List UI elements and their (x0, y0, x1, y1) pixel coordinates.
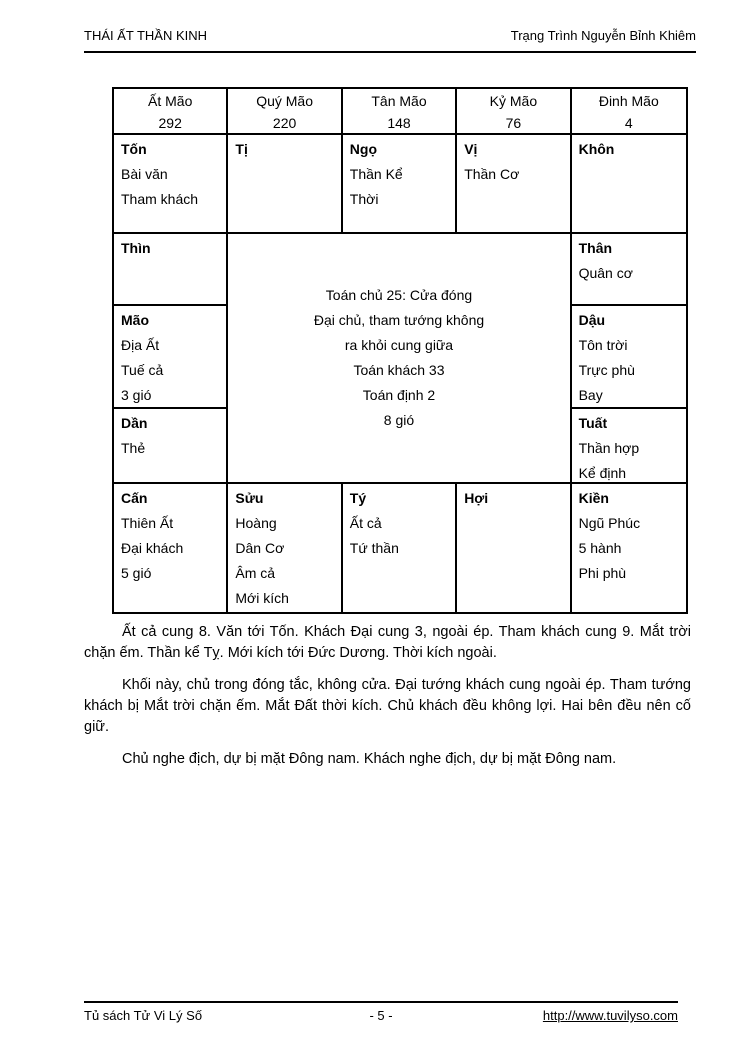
year-value: 292 (158, 115, 182, 131)
palace-vi (457, 135, 571, 234)
palace-mao (114, 306, 228, 409)
palace-lines: Hoàng Dân Cơ Âm cả Mới kích (235, 515, 289, 606)
body-paragraph-3: Chủ nghe địch, dự bị mặt Đông nam. Khách nghe địch, dự bị mặt Đông nam. (122, 751, 617, 767)
year-label: Ất Mão (148, 93, 193, 109)
year-value: 148 (387, 115, 411, 131)
palace-lines: Địa Ất Tuế cả 3 gió (121, 337, 164, 403)
body-paragraph-2: Khối này, chủ trong đóng tắc, không cửa. Đại tướng khách cung ngoài ép. Tham tướng khách bị Mắt trời chặn ếm. Mắt Đất thời kích. Chủ khách đều không lợi. Hai bên đều nên cố giữ. (84, 677, 691, 735)
palace-title: Thìn (121, 240, 151, 256)
palace-than (572, 234, 686, 306)
page-header (84, 28, 696, 53)
palace-title: Tý (349, 490, 367, 506)
footer-website-link[interactable]: http://www.tuvilyso.com (542, 1008, 678, 1023)
year-value: 76 (505, 115, 522, 131)
year-value: 220 (272, 115, 297, 131)
footer-link-wrap (480, 1008, 678, 1023)
center-summary-cell (228, 234, 571, 484)
year-cell-ky-mao (457, 89, 571, 135)
palace-thin (114, 234, 228, 306)
palace-lines: Bài văn Tham khách (121, 166, 199, 207)
palace-lines: Thẻ (121, 440, 146, 456)
palace-ty (343, 484, 457, 612)
palace-lines: Ất cả Tứ thần (349, 515, 399, 556)
palace-ngo (343, 135, 457, 234)
palace-can (114, 484, 228, 612)
year-cell-quy-mao (228, 89, 342, 135)
body-paragraph-1: Ất cả cung 8. Văn tới Tốn. Khách Đại cung 3, ngoài ép. Tham khách cung 9. Mắt trời chặn ếm. Thần kể Tỵ. Mới kích tới Đức Dương. Thời kích ngoài. (84, 624, 691, 661)
footer-page-number: - 5 - (369, 1008, 393, 1023)
palace-suu (228, 484, 342, 612)
palace-lines: Quân cơ (578, 265, 633, 281)
palace-lines: Tôn trời Trực phù Bay (578, 337, 635, 403)
palace-title: Dần (121, 415, 148, 431)
palace-lines: Thần Cơ (464, 166, 520, 182)
palace-title: Vị (464, 141, 478, 157)
palace-title: Thân (578, 240, 613, 256)
palace-dan (114, 409, 228, 484)
palace-lines: Ngũ Phúc 5 hành Phi phù (578, 515, 641, 581)
palace-title: Tị (235, 141, 248, 157)
header-author: Trạng Trình Nguyễn Bỉnh Khiêm (510, 28, 696, 43)
palace-tuat (572, 409, 686, 484)
commentary-section (84, 622, 691, 781)
palace-title: Sửu (235, 490, 264, 506)
center-summary-lines: Toán chủ 25: Cửa đóng Đại chủ, tham tướng không ra khỏi cung giữa Toán khách 33 Toán định 2 8 gió (313, 287, 485, 428)
palace-title: Kiền (578, 490, 609, 506)
year-cell-tan-mao (343, 89, 457, 135)
palace-khon (572, 135, 686, 234)
palace-dau (572, 306, 686, 409)
year-cell-at-mao (114, 89, 228, 135)
palace-title: Khôn (578, 141, 615, 157)
year-label: Quý Mão (256, 93, 313, 109)
palace-ton (114, 135, 228, 234)
palace-title: Mão (121, 312, 149, 328)
thai-at-chart-table (112, 87, 688, 614)
palace-title: Ngọ (349, 141, 378, 157)
palace-title: Dậu (578, 312, 606, 328)
year-label: Đinh Mão (598, 93, 659, 109)
palace-ti (228, 135, 342, 234)
palace-title: Tuất (578, 415, 608, 431)
palace-title: Tốn (121, 141, 147, 157)
palace-lines: Thần Kể Thời (349, 166, 403, 207)
palace-title: Cấn (121, 490, 148, 506)
year-cell-dinh-mao (572, 89, 686, 135)
palace-kien (572, 484, 686, 612)
year-label: Kỷ Mão (489, 93, 538, 109)
year-label: Tân Mão (371, 93, 427, 109)
page-footer (84, 1001, 678, 1023)
footer-series-title: Tủ sách Tử Vi Lý Số (84, 1008, 203, 1023)
palace-lines: Thần hợp Kể định (578, 440, 640, 481)
year-value: 4 (624, 115, 633, 131)
palace-hoi (457, 484, 571, 612)
palace-title: Hợi (464, 490, 489, 506)
palace-lines: Thiên Ất Đại khách 5 gió (121, 515, 184, 581)
header-book-title: THÁI ẤT THẦN KINH (84, 28, 208, 43)
